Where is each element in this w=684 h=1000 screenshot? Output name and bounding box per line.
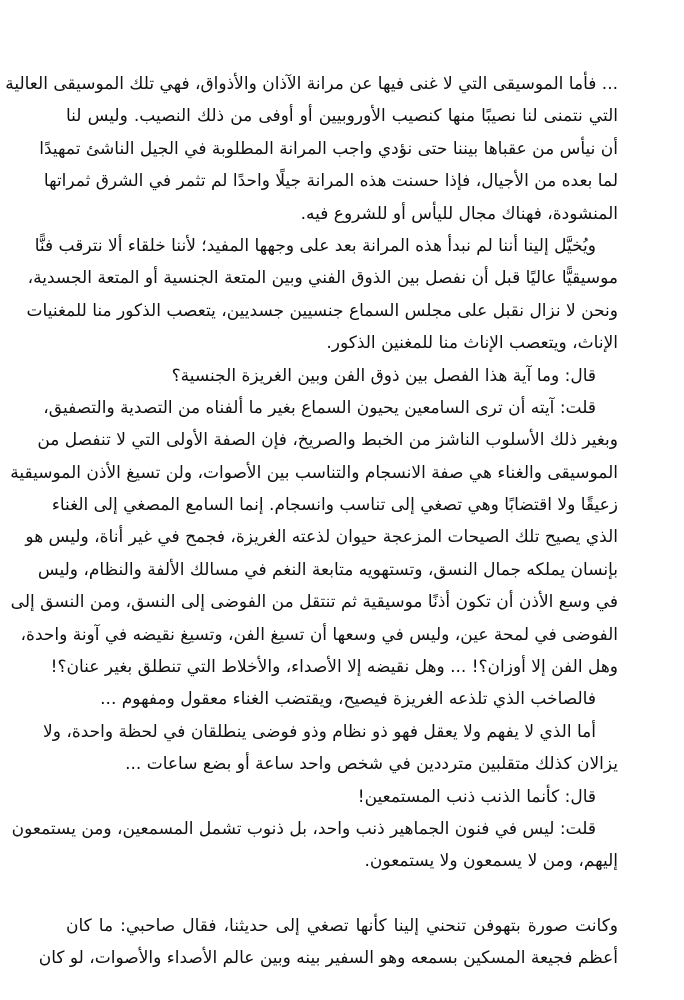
text-line: وهل الفن إلا أوزان؟! ... وهل نقيضه إلا الأصداء، والأخلاط التي تنطلق بغير عنان؟!: [50, 657, 618, 678]
text-line: قال: كأنما الذنب ذنب المستمعين!: [357, 786, 596, 807]
text-line: بإنسان يملكه جمال النسق، وتستهويه متابعة النغم في مسالك الألفة والنظام، وليس: [37, 559, 618, 580]
text-line: قلت: آيته أن ترى السامعين يحيون السماع بغير ما ألفناه من التصدية والتصفيق،: [43, 397, 596, 418]
text-line: ويُخيَّل إلينا أننا لم نبدأ هذه المرانة بعد على وجهها المفيد؛ لأننا خلقاء ألا نترقب فنًّا: [34, 235, 596, 256]
paragraph-gap: [66, 878, 618, 910]
text-line: ونحن لا نزال نقبل على مجلس السماع جنسيين جسديين، يتعصب الذكور منا للمغنيات: [26, 300, 618, 321]
text-line: فالصاخب الذي تلذعه الغريزة فيصيح، ويقتضب الغناء معقول ومفهوم ...: [100, 689, 596, 710]
text-line: يزالان كذلك متقلبين مترددين في شخص واحد ساعة أو بضع ساعات ...: [125, 754, 618, 775]
text-line: لما بعده من الأجيال، فإذا حسنت هذه المرانة جيلًا واحدًا لم تثمر في الشرق ثمراتها: [43, 171, 618, 192]
text-line: أعظم فجيعة المسكين بسمعه وهو السفير بينه وبين عالم الأصداء والأصوات، لو كان: [38, 948, 618, 969]
text-line: الموسيقى والغناء هي صفة الانسجام والتناسب بين الأصوات، ولن تسيغ الأذن الموسيقية: [10, 462, 618, 483]
text-line: أن نيأس من عقباها بيننا حتى نؤدي واجب المرانة المطلوبة في الجيل الناشئ تمهيدًا: [39, 138, 618, 159]
text-line: وبغير ذلك الأسلوب الناشز من الخبط والصريخ، فإن الصفة الأولى التي لا تنفصل من: [37, 430, 618, 451]
text-line: الذي يصيح تلك الصيحات المزعجة حيوان لذعته الغريزة، فجمح في غير أناة، وليس هو: [25, 527, 618, 548]
text-line: التي نتمنى لنا نصيبًا منها كنصيب الأوروبيين أو أوفى من ذلك النصيب. وليس لنا: [66, 106, 618, 127]
text-line: المنشودة، فهناك مجال لليأس أو للشروع فيه.: [300, 203, 618, 224]
text-line: الفوضى في لمحة عين، وليس في وسعها أن تسيغ الفن، وتسيغ نقيضه في آونة واحدة،: [20, 624, 618, 645]
text-line: موسيقيًّا عاليًا قبل أن نفصل بين الذوق الفني وبين المتعة الجنسية أو المتعة الجسدية،: [27, 268, 618, 289]
text-line: وكانت صورة بتهوفن تنحني إلينا كأنها تصغي إلى حديثنا، فقال صاحبي: ما كان: [66, 915, 618, 936]
text-line: إليهم، ومن لا يسمعون ولا يستمعون.: [364, 851, 618, 872]
text-line: الإناث، ويتعصب الإناث منا للمغنين الذكور.: [326, 333, 618, 354]
document-body: [5, 68, 618, 975]
text-line: قال: وما آية هذا الفصل بين ذوق الفن وبين الغريزة الجنسية؟: [171, 365, 596, 386]
text-line: أما الذي لا يفهم ولا يعقل فهو ذو نظام وذو فوضى ينطلقان في لحظة واحدة، ولا: [43, 721, 596, 742]
text-line: ... فأما الموسيقى التي لا غنى فيها عن مرانة الآذان والأذواق، فهي تلك الموسيقى العالية: [5, 74, 618, 94]
text-line: زعيقًا ولا اقتضابًا وهي تصغي إلى تناسب وانسجام. إنما السامع المصغي إلى الغناء: [51, 495, 618, 516]
text-line: في وسع الأذن أن تكون أذنًا موسيقية ثم تنتقل من الفوضى إلى النسق، ومن النسق إلى: [10, 592, 618, 613]
text-line: قلت: ليس في فنون الجماهير ذنب واحد، بل ذنوب تشمل المسمعين، ومن يستمعون: [11, 818, 596, 839]
